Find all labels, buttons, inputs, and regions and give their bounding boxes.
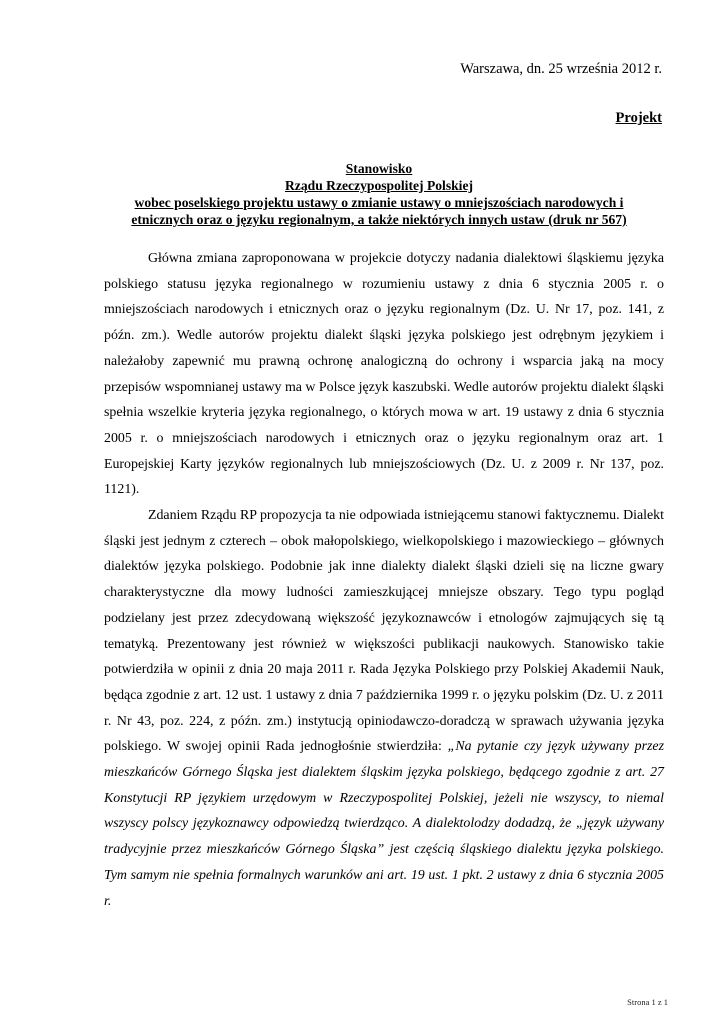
project-label: Projekt: [615, 110, 662, 126]
document-title: [104, 160, 654, 228]
paragraph-2-text: Zdaniem Rządu RP propozycja ta nie odpowiada istniejącemu stanowi faktycznemu. Dialekt śląski jest jednym z czterech – obok małopolskiego, wielkopolskiego i mazowieckiego – głównych dialektów języka polskiego. Podobnie jak inne dialekty dialekt śląski dzieli się na liczne gwary charakterystyczne dla mowy ludności zamieszkującej mniejsze obszary. Tego typu pogląd podzielany jest przez zdecydowaną większość językoznawców i etnologów zajmujących się tą tematyką. Prezentowany jest również w większości publikacji naukowych. Stanowisko takie potwierdziła w opinii z dnia 20 maja 2011 r. Rada Języka Polskiego przy Polskiej Akademii Nauk, będąca zgodnie z art. 12 ust. 1 ustawy z dnia 7 października 1999 r. o języku polskim (Dz. U. z 2011 r. Nr 43, poz. 224, z późn. zm.) instytucją opiniodawczo-doradczą w sprawach używania języka polskiego. W swojej opinii Rada jednogłośnie stwierdziła:: [104, 508, 664, 755]
paragraph-2: [104, 503, 664, 914]
paragraph-1: Główna zmiana zaproponowana w projekcie dotyczy nadania dialektowi śląskiemu języka polskiego statusu języka regionalnego w rozumieniu ustawy z dnia 6 stycznia 2005 r. o mniejszościach narodowych i etnicznych oraz o języku regionalnym (Dz. U. Nr 17, poz. 141, z późn. zm.). Wedle autorów projektu dialekt śląski języka polskiego jest odrębnym językiem i należałoby zapewnić mu prawną ochronę analogiczną do ochrony i wsparcia jaką na mocy przepisów wspomnianej ustawy ma w Polsce język kaszubski. Wedle autorów projektu dialekt śląski spełnia wszelkie kryteria języka regionalnego, o których mowa w art. 19 ustawy z dnia 6 stycznia 2005 r. o mniejszościach narodowych i etnicznych oraz o języku regionalnym oraz art. 1 Europejskiej Karty języków regionalnych lub mniejszościowych (Dz. U. z 2009 r. Nr 137, poz. 1121).: [104, 251, 664, 498]
page-number: Strona 1 z 1: [627, 997, 668, 1007]
title-line-1: Stanowisko: [345, 161, 413, 176]
title-line-3: wobec poselskiego projektu ustawy o zmianie ustawy o mniejszościach narodowych i: [134, 195, 624, 210]
paragraph-2-quote: „Na pytanie czy język używany przez mieszkańców Górnego Śląska jest dialektem śląskim języka polskiego, będącego zgodnie z art. 27 Konstytucji RP językiem urzędowym w Rzeczypospolitej Polskiej, jeżeli nie wszyscy, to niemal wszyscy polscy językoznawcy odpowiedzą twierdząco. A dialektolodzy dodadzą, że „język używany tradycyjnie przez mieszkańców Górnego Śląska” jest częścią śląskiego dialektu języka polskiego. Tym samym nie spełnia formalnych warunków ani art. 19 ust. 1 pkt. 2 ustawy z dnia 6 stycznia 2005 r.: [104, 739, 664, 909]
document-body: [104, 246, 664, 914]
date-line: Warszawa, dn. 25 września 2012 r.: [460, 61, 662, 77]
title-line-2: Rządu Rzeczypospolitej Polskiej: [284, 178, 474, 193]
title-line-4: etnicznych oraz o języku regionalnym, a także niektórych innych ustaw (druk nr 567): [131, 212, 627, 227]
